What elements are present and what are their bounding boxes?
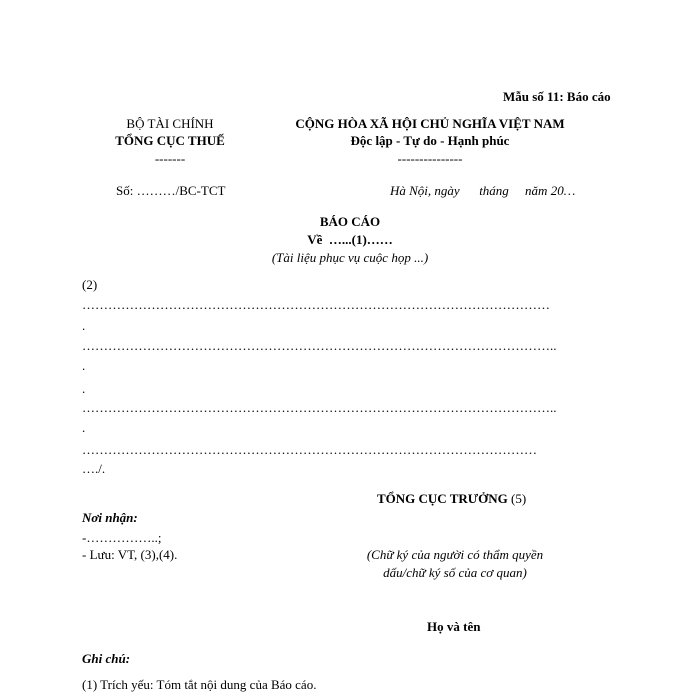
body-line: . <box>82 420 86 435</box>
country-name: CỘNG HÒA XÃ HỘI CHỦ NGHĨA VIỆT NAM <box>295 116 565 131</box>
document-title: BÁO CÁO <box>319 214 381 229</box>
form-label: Mẫu số 11: Báo cáo <box>503 89 611 104</box>
national-motto: Độc lập - Tự do - Hạnh phúc <box>350 133 510 148</box>
signer-title: TỔNG CỤC TRƯỞNG <box>377 491 508 506</box>
right-header-divider: --------------- <box>397 151 463 166</box>
document-number: Số: ………/BC-TCT <box>116 183 226 198</box>
body-line: …./. <box>82 461 106 476</box>
notes-label: Ghi chú: <box>82 651 131 666</box>
signer-title-block <box>377 491 526 507</box>
document-subtitle: (Tài liệu phục vụ cuộc họp ...) <box>271 250 429 265</box>
signature-note: (Chữ ký của người có thẩm quyền <box>366 547 544 562</box>
body-line: ……………………………………………………………………………………………….. <box>82 400 557 415</box>
signer-ref: (5) <box>507 491 527 506</box>
body-line: ……………………………………………………………………………………………… <box>82 297 550 312</box>
body-line: . <box>82 358 86 373</box>
department-name: TỔNG CỤC THUẾ <box>115 133 225 148</box>
signature-note: dấu/chữ ký số của cơ quan) <box>383 565 527 580</box>
ministry-name: BỘ TÀI CHÍNH <box>126 116 214 131</box>
body-line: …………………………………………………………………………………………… <box>82 442 537 457</box>
recipients-label: Nơi nhận: <box>82 510 138 525</box>
place-date: Hà Nội, ngày tháng năm 20… <box>390 183 576 198</box>
body-marker: (2) <box>82 277 98 292</box>
document-subject: Về …...(1)…… <box>307 232 393 247</box>
recipient-item: -……………..; <box>82 530 162 545</box>
recipient-item: - Lưu: VT, (3),(4). <box>82 547 178 562</box>
left-header-divider: ------- <box>154 151 186 166</box>
note-item: (1) Trích yếu: Tóm tắt nội dung của Báo cáo. <box>82 677 317 692</box>
body-line: . <box>82 381 86 396</box>
signer-name: Họ và tên <box>427 619 481 634</box>
body-line: . <box>82 318 86 333</box>
body-line: ……………………………………………………………………………………………….. <box>82 338 557 353</box>
